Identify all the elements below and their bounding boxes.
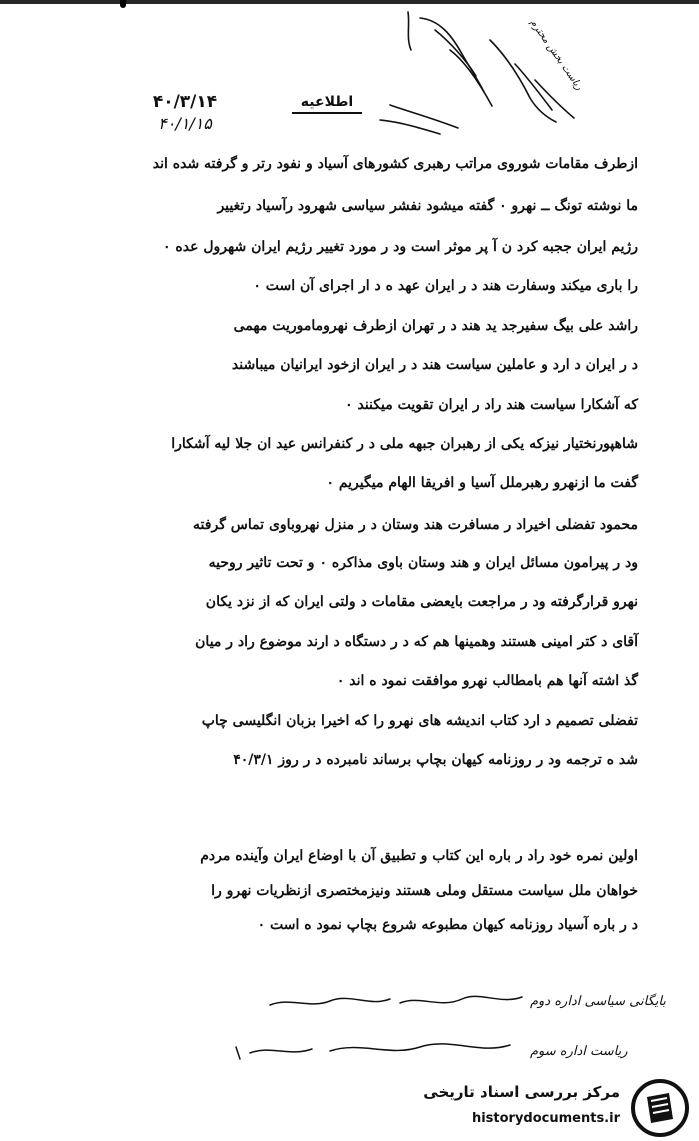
body-line: د ر ایران د ارد و عاملین سیاست هند د ر ایران ازخود ایرانیان میباشند xyxy=(231,357,638,373)
closing-note-2: ریاست اداره سوم xyxy=(530,1044,628,1059)
body-line: خواهان ملل سیاست مستقل وملی هستند ونیزمختصری ازنظریات نهرو را xyxy=(211,883,638,899)
body-line: ما نوشته تونگ ــ نهرو ۰ گفته میشود نفشر سیاسی شهرود رآسیاد رتغییر xyxy=(217,198,638,214)
body-line: شاهپورنختیار نیزکه یکی از رهبران جبهه ملی د ر کنفرانس عید ان جلا لیه آشکارا xyxy=(171,436,638,452)
watermark-url: historydocuments.ir xyxy=(471,1111,620,1126)
body-line: گفت ما ازنهرو رهبرملل آسیا و افریقا الهام میگیریم ۰ xyxy=(326,475,638,491)
top-note-text: ریاست بخش محترم xyxy=(527,17,585,93)
document-title: اطلاعیه xyxy=(292,94,362,114)
body-line: گذ اشته آنها هم بامطالب نهرو موافقت نمود ه اند ۰ xyxy=(336,673,638,689)
body-line: آقای د کتر امینی هستند وهمینها هم که د ر دستگاه د ارند موضوع راد ر میان xyxy=(195,634,638,650)
archive-watermark xyxy=(410,1073,695,1141)
date-line-2: ۴۰/۱/۱۵ xyxy=(158,114,212,133)
body-line: راشد علی بیگ سفیرجد ید هند د ر تهران ازطرف نهروماموریت مهمی xyxy=(233,318,638,334)
body-line: را باری میکند وسفارت هند د ر ایران عهد ه د ار اجرای آن است ۰ xyxy=(253,278,638,294)
watermark-name: مرکز بررسی اسناد تاریخی xyxy=(423,1083,620,1101)
body-line: ود ر پیرامون مسائل ایران و هند وستان باوی مذاکره ۰ و تحت تاثیر روحیه xyxy=(208,555,638,571)
body-line: محمود تفضلی اخیراد ر مسافرت هند وستان د ر منزل نهروباوی تماس گرفته xyxy=(193,517,638,533)
body-line: نهرو قرارگرفته ود ر مراجعت بایعضی مقامات د ولتی ایران که از نزد یکان xyxy=(205,594,638,610)
closing-note-1: بایگانی سیاسی اداره دوم xyxy=(530,994,666,1009)
body-line: رژیم ایران ججبه کرد ن آ پر موثر است ود ر مورد تغییر رژیم ایران شهرول عده ۰ xyxy=(163,239,638,255)
body-line: که آشکارا سیاست هند راد ر ایران تقویت میکنند ۰ xyxy=(345,397,638,413)
body-line: د ر باره آسیاد روزنامه کیهان مطبوعه شروع بچاپ نمود ه است ۰ xyxy=(257,917,638,933)
handwritten-closing xyxy=(230,975,666,1075)
body-line: ازطرف مقامات شوروی مراتب رهبری کشورهای آسیاد و نفود رتر و گرفته شده اند xyxy=(152,156,638,172)
body-line: شد ه ترجمه ود ر روزنامه کیهان بچاپ برساند نامبرده د ر روز ۴۰/۳/۱ xyxy=(233,752,638,768)
body-line: تفضلی تصمیم د ارد کتاب اندیشه های نهرو را که اخیرا بزبان انگلیسی چاپ xyxy=(201,713,638,729)
date-line-1: ۴۰/۳/۱۴ xyxy=(152,92,218,112)
body-line: اولین نمره خود راد ر باره این کتاب و تطبیق آن با اوضاع ایران وآینده مردم xyxy=(200,848,638,864)
document-body xyxy=(118,0,668,1141)
archive-logo-icon xyxy=(629,1077,691,1139)
